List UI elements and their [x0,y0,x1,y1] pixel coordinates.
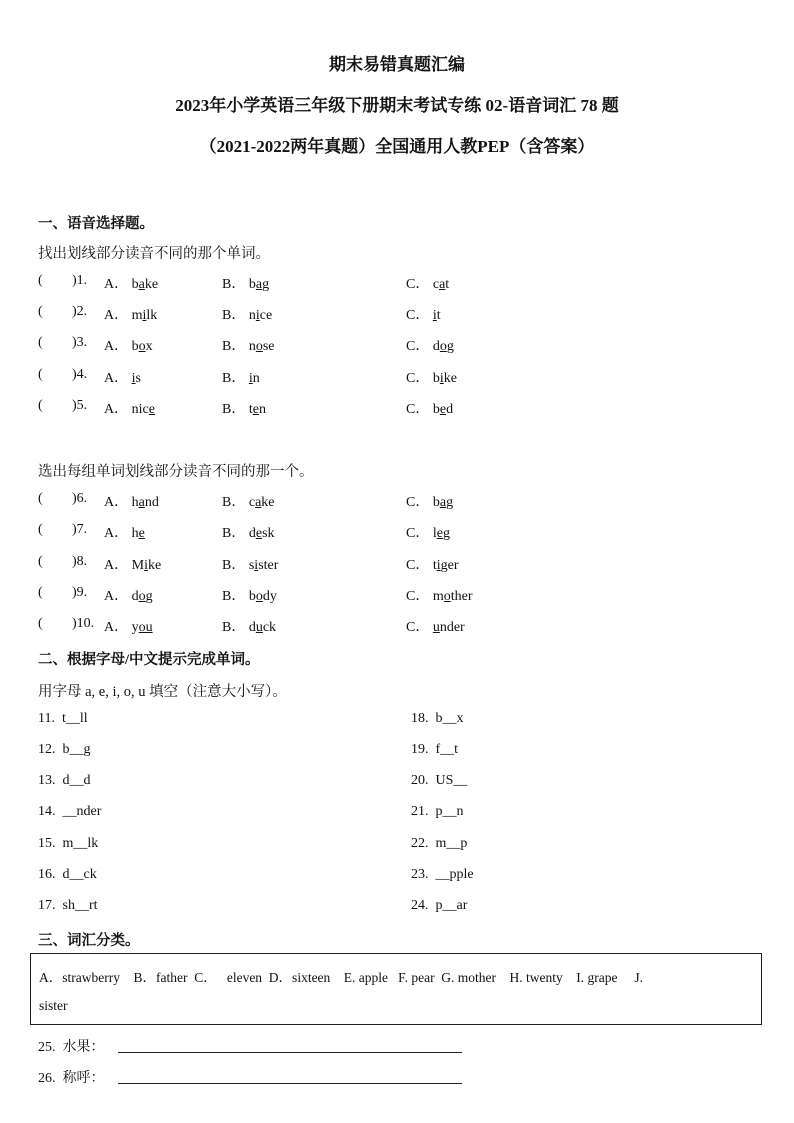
option-a[interactable]: A． hand [104,495,159,510]
option-b[interactable]: B． nose [222,339,275,354]
word-bank-line-2: sister [39,998,68,1013]
question-row [38,398,758,418]
question-row [38,522,758,542]
question-number: )4. [72,367,88,382]
underlined-letters: u [255,620,263,635]
answer-paren[interactable]: ( [38,616,43,631]
fill-blank-item[interactable]: 21. p__n [411,804,464,819]
underlined-letters: i [248,371,253,386]
underlined-letters: i [439,371,444,386]
option-c[interactable]: C． under [406,620,465,635]
option-b[interactable]: B． nice [222,308,273,323]
option-b[interactable]: B． body [222,589,277,604]
underlined-letters: i [432,308,437,323]
option-c[interactable]: C． mother [406,589,473,604]
fill-blank-item[interactable]: 13. d__d [38,773,91,788]
question-26-label: 26. 称呼： [38,1071,105,1086]
underlined-letters: o [439,339,447,354]
option-c[interactable]: C． dog [406,339,454,354]
underlined-letters: e [252,402,259,417]
option-c[interactable]: C． bed [406,402,454,417]
option-a[interactable]: A． bake [104,277,159,292]
option-a[interactable]: A． dog [104,589,153,604]
option-b[interactable]: B． in [222,371,260,386]
question-25-label: 25. 水果： [38,1040,105,1055]
underlined-letters: a [138,495,145,510]
section-1-instruction-1: 找出划线部分读音不同的那个单词。 [38,246,270,262]
option-a[interactable]: A． nice [104,402,155,417]
question-row [38,335,758,355]
answer-paren[interactable]: ( [38,367,43,382]
option-a[interactable]: A． box [104,339,153,354]
doc-subtitle: 2023年小学英语三年级下册期末考试专练 02-语音词汇 78 题 [175,96,619,115]
underlined-letters: i [142,308,147,323]
fill-blank-item[interactable]: 19. f__t [411,742,459,757]
section-3-heading: 三、词汇分类。 [38,933,140,949]
option-c[interactable]: C． it [406,308,441,323]
answer-paren[interactable]: ( [38,585,43,600]
answer-paren[interactable]: ( [38,491,43,506]
question-number: )8. [72,554,88,569]
question-number: )3. [72,335,88,350]
fill-blank-item[interactable]: 16. d__ck [38,867,97,882]
underlined-letters: i [144,558,148,573]
fill-blank-item[interactable]: 18. b__x [411,711,464,726]
answer-paren[interactable]: ( [38,304,43,319]
fill-blank-item[interactable]: 22. m__p [411,836,468,851]
option-c[interactable]: C． leg [406,526,450,541]
answer-paren[interactable]: ( [38,273,43,288]
fill-blank-item[interactable]: 20. US__ [411,773,468,788]
underlined-letters: u [432,620,440,635]
option-c[interactable]: C． bike [406,371,457,386]
section-1-heading: 一、语音选择题。 [38,216,154,232]
fill-blank-item[interactable]: 15. m__lk [38,836,99,851]
option-b[interactable]: B． ten [222,402,266,417]
underlined-letters: a [255,277,263,292]
option-a[interactable]: A． is [104,371,141,386]
question-26-answer-line[interactable] [118,1082,462,1084]
question-row [38,585,758,605]
underlined-letters: ou [138,620,153,635]
question-number: )6. [72,491,88,506]
underlined-letters: i [254,558,259,573]
underlined-letters: e [138,526,145,541]
option-b[interactable]: B． duck [222,620,277,635]
question-number: )10. [72,616,95,631]
option-c[interactable]: C． cat [406,277,450,292]
fill-blank-item[interactable]: 12. b__g [38,742,91,757]
underlined-letters: o [138,589,146,604]
underlined-letters: a [255,495,262,510]
section-1-instruction-2: 选出每组单词划线部分读音不同的那一个。 [38,464,314,480]
question-number: )5. [72,398,88,413]
answer-paren[interactable]: ( [38,522,43,537]
question-number: )9. [72,585,88,600]
word-bank-line-1: A．strawberry B．father C． eleven D．sixteen E. apple F. pear G. mother H. twenty I. grape J. [39,970,644,985]
underlined-letters: i [255,308,260,323]
doc-subtitle-2: （2021-2022两年真题）全国通用人教PEP（含答案） [199,137,595,156]
fill-blank-item[interactable]: 17. sh__rt [38,898,98,913]
answer-paren[interactable]: ( [38,398,43,413]
section-2-instruction: 用字母 a, e, i, o, u 填空（注意大小写）。 [38,684,287,700]
fill-blank-item[interactable]: 23. __pple [411,867,474,882]
question-row [38,616,758,636]
underlined-letters: e [148,402,155,417]
fill-blank-item[interactable]: 11. t__ll [38,711,88,726]
answer-paren[interactable]: ( [38,335,43,350]
underlined-letters: i [436,558,441,573]
underlined-letters: o [255,589,263,604]
underlined-letters: a [439,495,447,510]
option-b[interactable]: B． cake [222,495,275,510]
option-c[interactable]: C． bag [406,495,454,510]
option-b[interactable]: B． bag [222,277,270,292]
question-row [38,367,758,387]
option-a[interactable]: A． Mike [104,558,162,573]
option-c[interactable]: C． tiger [406,558,459,573]
question-number: )2. [72,304,88,319]
question-row [38,491,758,511]
underlined-letters: o [255,339,263,354]
underlined-letters: a [439,277,446,292]
option-b[interactable]: B． desk [222,526,275,541]
underlined-letters: e [255,526,263,541]
option-b[interactable]: B． sister [222,558,279,573]
section-2-heading: 二、根据字母/中文提示完成单词。 [38,652,260,668]
underlined-letters: i [131,371,136,386]
fill-blank-item[interactable]: 24. p__ar [411,898,468,913]
question-25-answer-line[interactable] [118,1051,462,1053]
option-a[interactable]: A． he [104,526,145,541]
word-bank-box [30,953,762,1025]
underlined-letters: e [439,402,447,417]
question-row [38,554,758,574]
underlined-letters: o [443,589,451,604]
fill-blank-item[interactable]: 14. __nder [38,804,102,819]
question-row [38,304,758,324]
question-number: )7. [72,522,88,537]
option-a[interactable]: A． milk [104,308,158,323]
underlined-letters: e [436,526,443,541]
answer-paren[interactable]: ( [38,554,43,569]
doc-title: 期末易错真题汇编 [329,55,465,74]
underlined-letters: o [138,339,146,354]
question-row [38,273,758,293]
underlined-letters: a [138,277,145,292]
option-a[interactable]: A． you [104,620,153,635]
question-number: )1. [72,273,88,288]
